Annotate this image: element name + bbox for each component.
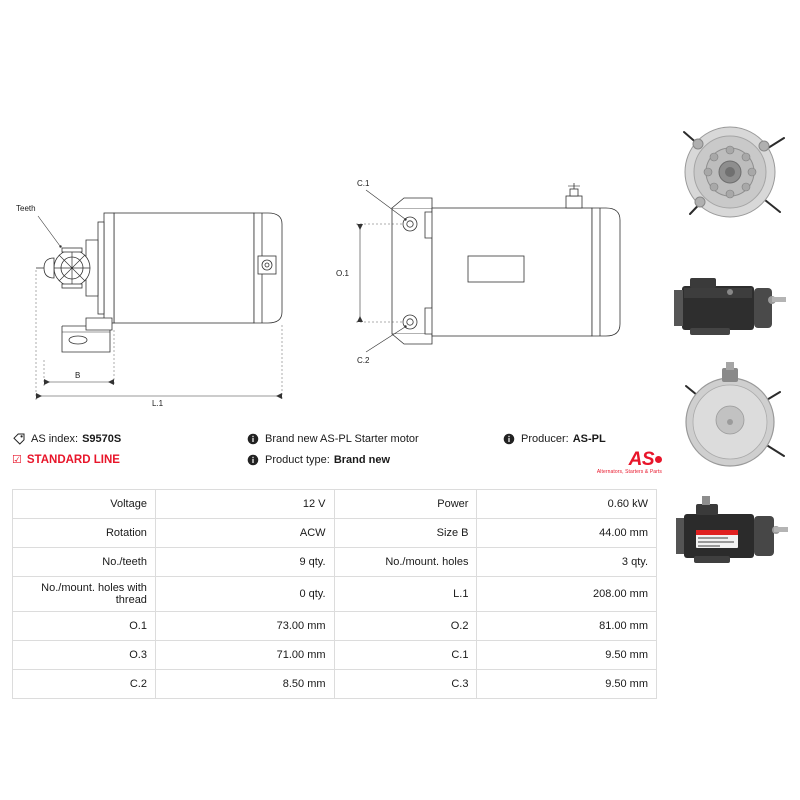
- drawing-label-teeth: Teeth: [16, 204, 36, 213]
- spec-key: Power: [334, 490, 477, 519]
- spec-value: 8.50 mm: [155, 670, 334, 699]
- info-column-left: [12, 428, 242, 470]
- table-row: [13, 577, 657, 612]
- spec-key: L.1: [334, 577, 477, 612]
- spec-value: 44.00 mm: [477, 519, 657, 548]
- spec-key: No./mount. holes: [334, 548, 477, 577]
- spec-key: No./teeth: [13, 548, 156, 577]
- spec-value: 0 qty.: [155, 577, 334, 612]
- spec-key: C.1: [334, 641, 477, 670]
- as-index-label: AS index:: [31, 432, 79, 445]
- info-icon: [246, 433, 260, 445]
- info-icon: [502, 433, 516, 445]
- spec-value: 9.50 mm: [477, 641, 657, 670]
- specifications-table: [12, 489, 657, 699]
- product-photos: [660, 110, 800, 580]
- product-photo-commutator-end[interactable]: [660, 360, 800, 480]
- description-text: Brand new AS-PL Starter motor: [265, 432, 419, 445]
- product-photo-labelled[interactable]: [660, 490, 800, 580]
- table-row: [13, 519, 657, 548]
- as-index-row: [12, 428, 242, 449]
- producer-label: Producer:: [521, 432, 569, 445]
- info-column-right: [502, 428, 662, 475]
- spec-value: ACW: [155, 519, 334, 548]
- standard-line-label: STANDARD LINE: [26, 453, 120, 466]
- spec-value: 12 V: [155, 490, 334, 519]
- spec-key: O.1: [13, 612, 156, 641]
- table-row: [13, 490, 657, 519]
- spec-value: 73.00 mm: [155, 612, 334, 641]
- checkbox-checked-icon: ☑: [12, 454, 22, 466]
- table-row: [13, 612, 657, 641]
- info-icon: [246, 454, 260, 466]
- table-row: [13, 548, 657, 577]
- spec-key: Rotation: [13, 519, 156, 548]
- drawing-label-c1: C.1: [357, 179, 370, 188]
- producer-row: [502, 428, 662, 449]
- spec-value: 81.00 mm: [477, 612, 657, 641]
- logo-dot-icon: [655, 456, 662, 463]
- as-pl-logo: [576, 450, 662, 476]
- product-type-row: [246, 449, 496, 470]
- product-type-label: Product type:: [265, 453, 330, 466]
- spec-key: Voltage: [13, 490, 156, 519]
- spec-key: No./mount. holes with thread: [13, 577, 156, 612]
- spec-value: 71.00 mm: [155, 641, 334, 670]
- spec-key: O.3: [13, 641, 156, 670]
- tag-icon: [12, 433, 26, 445]
- spec-value: 3 qty.: [477, 548, 657, 577]
- drawing-label-c2: C.2: [357, 356, 370, 365]
- spec-key: O.2: [334, 612, 477, 641]
- drawing-label-b: B: [75, 371, 81, 380]
- as-index-value: S9570S: [82, 432, 122, 445]
- logo-tagline: Alternators, Starters & Parts: [596, 469, 662, 475]
- product-type-value: Brand new: [333, 453, 391, 466]
- product-photo-drive-end[interactable]: [660, 110, 800, 230]
- spec-value: 9.50 mm: [477, 670, 657, 699]
- spec-value: 208.00 mm: [477, 577, 657, 612]
- spec-value: 9 qty.: [155, 548, 334, 577]
- description-row: [246, 428, 496, 449]
- drawing-canvas: [0, 0, 660, 418]
- table-row: [13, 641, 657, 670]
- spec-value: 0.60 kW: [477, 490, 657, 519]
- drawing-label-o1: O.1: [336, 269, 349, 278]
- drawing-label-l1: L.1: [152, 399, 164, 408]
- spec-key: C.3: [334, 670, 477, 699]
- logo-text: AS: [576, 450, 662, 469]
- info-column-middle: [246, 428, 496, 470]
- spec-key: C.2: [13, 670, 156, 699]
- info-bar: [12, 428, 662, 482]
- standard-line-row: [12, 449, 242, 470]
- table-row: [13, 670, 657, 699]
- producer-value: AS-PL: [572, 432, 606, 445]
- spec-key: Size B: [334, 519, 477, 548]
- technical-drawings: [0, 0, 660, 418]
